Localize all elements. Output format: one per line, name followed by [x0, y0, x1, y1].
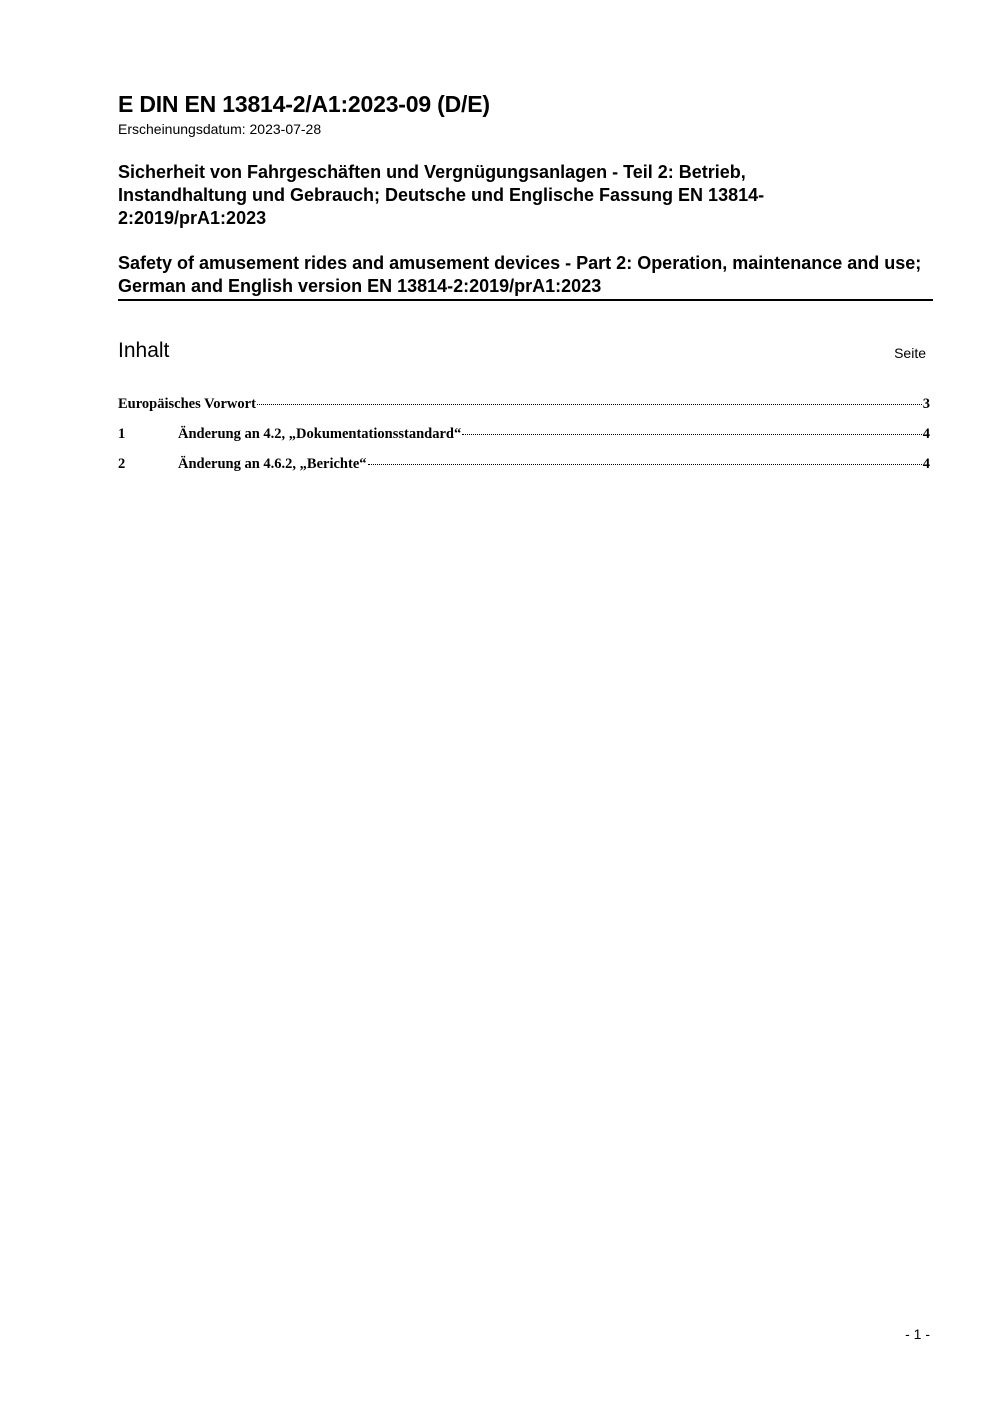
table-of-contents [118, 394, 930, 484]
toc-heading: Inhalt [118, 339, 170, 362]
toc-entry-2[interactable] [118, 454, 930, 474]
toc-dot-leader [257, 403, 922, 405]
toc-entry-number: 1 [118, 426, 126, 442]
toc-entry-page: 4 [922, 456, 930, 472]
toc-entry-title: Änderung an 4.6.2, „Berichte“ [178, 456, 367, 472]
title-english: Safety of amusement rides and amusement devices - Part 2: Operation, maintenance and use; German and English version EN 13814-2:2019/prA1:2023 [118, 252, 933, 301]
toc-entry-title: Änderung an 4.2, „Dokumentationsstandard“ [178, 426, 462, 442]
toc-dot-leader [462, 433, 922, 435]
toc-entry-number: 2 [118, 456, 126, 472]
title-german: Sicherheit von Fahrgeschäften und Vergnügungsanlagen - Teil 2: Betrieb, Instandhaltung und Gebrauch; Deutsche und Englische Fassung EN 13814-2:2019/prA1:2023 [118, 162, 765, 228]
document-header [118, 90, 933, 301]
toc-entry-page: 3 [922, 396, 930, 412]
document-id: E DIN EN 13814-2/A1:2023-09 (D/E) [118, 91, 490, 117]
toc-heading-row [118, 338, 926, 364]
toc-dot-leader [368, 463, 922, 465]
toc-entry-title: Europäisches Vorwort [118, 396, 256, 412]
toc-page-label: Seite [894, 345, 926, 361]
toc-entry-page: 4 [922, 426, 930, 442]
toc-entry-1[interactable] [118, 424, 930, 444]
page-number: - 1 - [905, 1326, 930, 1342]
publication-date: Erscheinungsdatum: 2023-07-28 [118, 121, 322, 137]
toc-entry-foreword[interactable] [118, 394, 930, 414]
